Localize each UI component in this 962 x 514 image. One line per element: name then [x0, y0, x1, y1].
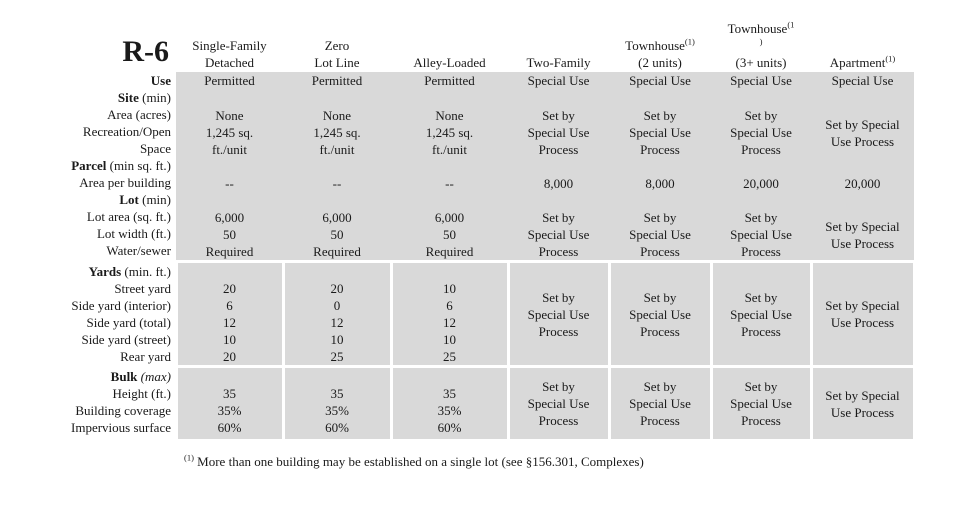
row-label-street-yard: Street yard — [114, 281, 171, 296]
value-line: Process — [640, 413, 680, 428]
row-label-bulk: Bulk (max) — [110, 369, 171, 384]
value-group — [811, 107, 914, 158]
header-line: Townhouse$^{(1)}$ — [625, 36, 695, 53]
header-line: Alley-Loaded — [413, 55, 486, 70]
row-label-lot-area: Lot area (sq. ft.) — [86, 209, 171, 224]
row-label-side-yard-street: Side yard (street) — [81, 332, 171, 347]
value-line: 10 — [443, 281, 456, 296]
value-line: 50 — [330, 227, 344, 242]
values-column-two-family — [508, 72, 609, 260]
value-line: 35% — [437, 403, 462, 418]
use-value: Special Use — [730, 73, 792, 88]
value-line: 20 — [223, 281, 236, 296]
value-line: 20,000 — [743, 176, 779, 191]
bulk-cell-two-family — [510, 368, 608, 439]
value-line: Set by — [744, 289, 778, 305]
value-line: 35% — [325, 403, 349, 418]
values-column-townhouse-2 — [609, 72, 711, 260]
value-line: 60% — [437, 420, 462, 435]
header-line: Townhouse$^{(1}$ — [727, 19, 795, 36]
value-line: 1,245 sq. — [425, 125, 474, 140]
row-label-height: Height (ft.) — [112, 386, 171, 401]
footnote-marker: (1 — [787, 19, 795, 30]
column-header-alley-loaded — [391, 0, 508, 72]
row-labels-upper — [0, 72, 176, 260]
values-column-alley-loaded — [391, 72, 508, 260]
row-labels-bulk — [0, 368, 176, 439]
parcel-value — [711, 158, 811, 192]
footnote-marker: (1) — [684, 36, 695, 47]
value-line: Special Use — [527, 306, 590, 322]
use-value: Permitted — [204, 73, 255, 88]
column-header-zero-lot-line — [283, 0, 391, 72]
value-line: Special Use — [629, 306, 691, 322]
value-line: Special Use — [629, 227, 691, 242]
value-line: 10 — [223, 332, 236, 347]
value-line: Process — [741, 323, 781, 339]
value-line: Set by — [643, 108, 677, 123]
value-group — [811, 209, 914, 260]
column-header-townhouse-3plus-units — [711, 0, 811, 72]
use-value: Special Use — [629, 73, 691, 88]
value-line: Set by Special — [825, 387, 900, 403]
value-line: ft./unit — [319, 142, 355, 157]
value-line: 35 — [330, 386, 344, 401]
header-line: (2 units) — [638, 55, 682, 70]
bulk-cell-apartment — [813, 368, 913, 439]
value-line: 20 — [330, 281, 344, 296]
lot-value — [283, 192, 391, 260]
footnote-text: More than one building may be established on a single lot (see §156.301, Complexes) — [193, 454, 644, 469]
column-header-two-family — [508, 0, 609, 72]
value-line: Process — [640, 323, 680, 339]
row-label-recreation-open: Recreation/Open — [82, 124, 171, 139]
row-label-lot: Lot (min) — [119, 192, 171, 207]
value-line: 0 — [333, 298, 341, 313]
row-label-area-acres: Area (acres) — [107, 107, 171, 122]
value-line: 8,000 — [543, 176, 574, 191]
column-header-single-family-detached — [176, 0, 283, 72]
row-label-lot-width: Lot width (ft.) — [96, 226, 171, 241]
parcel-value — [508, 158, 609, 192]
value-line: 6,000 — [214, 210, 245, 225]
value-line: Set by — [744, 108, 778, 123]
values-column-zero-lot-line — [283, 72, 391, 260]
value-line: Special Use — [527, 125, 590, 140]
value-line: Use Process — [830, 315, 895, 330]
bulk-cell-townhouse-2 — [611, 368, 710, 439]
header-line: Two-Family — [526, 55, 591, 70]
value-line: Process — [538, 142, 579, 157]
value-line: Process — [741, 413, 781, 428]
value-line: None — [435, 108, 464, 123]
site-value — [391, 90, 508, 158]
value-line: Process — [538, 244, 579, 259]
row-label-parcel: Parcel (min sq. ft.) — [71, 158, 171, 173]
value-line: 1,245 sq. — [205, 125, 254, 140]
value-line: 6,000 — [434, 210, 465, 225]
row-label-side-yard-total: Side yard (total) — [86, 315, 171, 330]
value-line: 10 — [443, 332, 456, 347]
lot-value — [811, 192, 914, 260]
value-line: 35 — [443, 386, 456, 401]
value-line: None — [215, 108, 244, 123]
value-line: Special Use — [730, 396, 792, 411]
value-line: Use Process — [830, 235, 895, 251]
value-line: 8,000 — [645, 176, 675, 191]
footnote-marker: (1) — [885, 53, 896, 64]
row-label-yards: Yards (min. ft.) — [88, 264, 171, 279]
value-line: Process — [538, 413, 579, 428]
value-line: Special Use — [527, 396, 590, 411]
upper-values-block — [176, 72, 914, 260]
yards-cell-townhouse-3plus — [713, 263, 810, 365]
value-line: ft./unit — [211, 142, 248, 157]
value-line: Process — [741, 142, 781, 157]
value-line: 50 — [443, 227, 456, 242]
value-line: Required — [313, 244, 361, 259]
value-line: -- — [445, 176, 454, 191]
use-value: Permitted — [311, 73, 363, 88]
site-value — [811, 90, 914, 158]
footnote-marker: (1) — [184, 452, 194, 463]
value-line: Process — [741, 244, 781, 259]
use-value: Special Use — [831, 73, 894, 88]
value-line: -- — [225, 176, 234, 191]
bulk-cell-single-family — [178, 368, 282, 439]
yards-cell-apartment — [813, 263, 913, 365]
row-label-site: Site (min) — [117, 90, 171, 105]
value-line: Set by Special — [825, 298, 900, 313]
district-label: R-6 — [122, 35, 169, 68]
value-line: Process — [538, 323, 579, 339]
value-line: Special Use — [527, 227, 590, 242]
lot-value — [508, 192, 609, 260]
value-line: Set by — [542, 379, 575, 394]
value-line: 12 — [330, 315, 344, 330]
value-line: Special Use — [629, 396, 691, 411]
lot-value — [176, 192, 283, 260]
row-label-rear-yard: Rear yard — [120, 349, 171, 364]
yards-cell-alley-loaded — [393, 263, 507, 365]
value-line: Set by Special — [825, 218, 900, 234]
site-value — [508, 90, 609, 158]
value-line: 6 — [226, 298, 233, 313]
value-line: ft./unit — [431, 142, 468, 157]
value-line: Special Use — [730, 125, 792, 140]
row-label-use: Use — [150, 73, 171, 88]
header-line: Single-Family — [192, 38, 267, 53]
header-line: (3+ units) — [735, 55, 787, 70]
bulk-cell-alley-loaded — [393, 368, 507, 439]
value-line: 20,000 — [844, 176, 881, 191]
value-line: Set by — [643, 379, 677, 394]
value-line: Set by Special — [825, 116, 900, 132]
row-label-building-coverage: Building coverage — [75, 403, 171, 418]
value-line: -- — [332, 176, 342, 191]
values-column-single-family — [176, 72, 283, 260]
value-line: Set by — [744, 210, 778, 225]
bulk-band — [0, 368, 914, 439]
row-label-side-yard-interior: Side yard (interior) — [71, 298, 171, 313]
header-line-wrap — [760, 37, 763, 54]
value-line: 1,245 sq. — [313, 125, 361, 140]
value-line: Special Use — [730, 227, 792, 242]
row-labels-yards — [0, 263, 176, 365]
value-line: 50 — [223, 227, 236, 242]
values-column-townhouse-3plus — [711, 72, 811, 260]
value-line: Required — [425, 244, 474, 259]
value-line: Set by — [643, 289, 677, 305]
lot-value — [391, 192, 508, 260]
bulk-cell-townhouse-3plus — [713, 368, 810, 439]
value-line: Process — [640, 244, 680, 259]
parcel-value — [609, 158, 711, 192]
upper-band — [0, 72, 914, 260]
header-line: Apartment$^{(1)}$ — [829, 53, 896, 70]
value-line: Set by — [542, 210, 575, 225]
row-label-space: Space — [139, 141, 171, 156]
parcel-value — [283, 158, 391, 192]
lot-value — [609, 192, 711, 260]
header-line: Lot Line — [314, 55, 360, 70]
values-column-apartment — [811, 72, 914, 260]
bulk-cell-zero-lot-line — [285, 368, 390, 439]
use-value: Permitted — [424, 73, 475, 88]
value-line: Set by — [643, 210, 677, 225]
yards-band — [0, 263, 914, 365]
row-label-impervious-surface: Impervious surface — [71, 420, 171, 435]
value-line: 12 — [443, 315, 456, 330]
value-line: Process — [640, 142, 680, 157]
footnote — [184, 453, 962, 470]
table-header-row — [0, 0, 914, 72]
yards-cell-zero-lot-line — [285, 263, 390, 365]
row-label-water-sewer: Water/sewer — [106, 243, 171, 258]
value-line: Set by — [542, 108, 575, 123]
value-line: 35 — [223, 386, 236, 401]
lot-value — [711, 192, 811, 260]
header-line: Detached — [204, 55, 255, 70]
value-line: Use Process — [830, 133, 895, 149]
value-line: 25 — [443, 349, 456, 364]
row-label-area-per-building: Area per building — [79, 175, 171, 190]
parcel-value — [391, 158, 508, 192]
value-line: 10 — [330, 332, 344, 347]
site-value — [711, 90, 811, 158]
header-line: Zero — [324, 38, 350, 53]
value-line: Set by — [744, 379, 778, 394]
value-line: 20 — [223, 349, 236, 364]
value-line: Special Use — [629, 125, 691, 140]
site-value — [609, 90, 711, 158]
value-line: 12 — [223, 315, 236, 330]
column-header-townhouse-2-units — [609, 0, 711, 72]
parcel-value — [176, 158, 283, 192]
value-line: None — [322, 108, 352, 123]
value-line: 35% — [217, 403, 242, 418]
value-line: 60% — [325, 420, 349, 435]
parcel-value — [811, 158, 914, 192]
column-header-apartment — [811, 0, 914, 72]
site-value — [283, 90, 391, 158]
value-line: Special Use — [730, 306, 792, 322]
yards-cell-single-family — [178, 263, 282, 365]
value-line: Set by — [542, 289, 575, 305]
footnote-marker: ) — [759, 36, 763, 47]
value-line: Required — [205, 244, 254, 259]
value-line: 6 — [446, 298, 453, 313]
yards-cell-townhouse-2 — [611, 263, 710, 365]
site-value — [176, 90, 283, 158]
value-line: Use Process — [830, 404, 895, 420]
value-line: 25 — [330, 349, 344, 364]
use-value: Special Use — [527, 73, 590, 88]
yards-cell-two-family — [510, 263, 608, 365]
value-line: 60% — [217, 420, 242, 435]
value-line: 6,000 — [322, 210, 352, 225]
